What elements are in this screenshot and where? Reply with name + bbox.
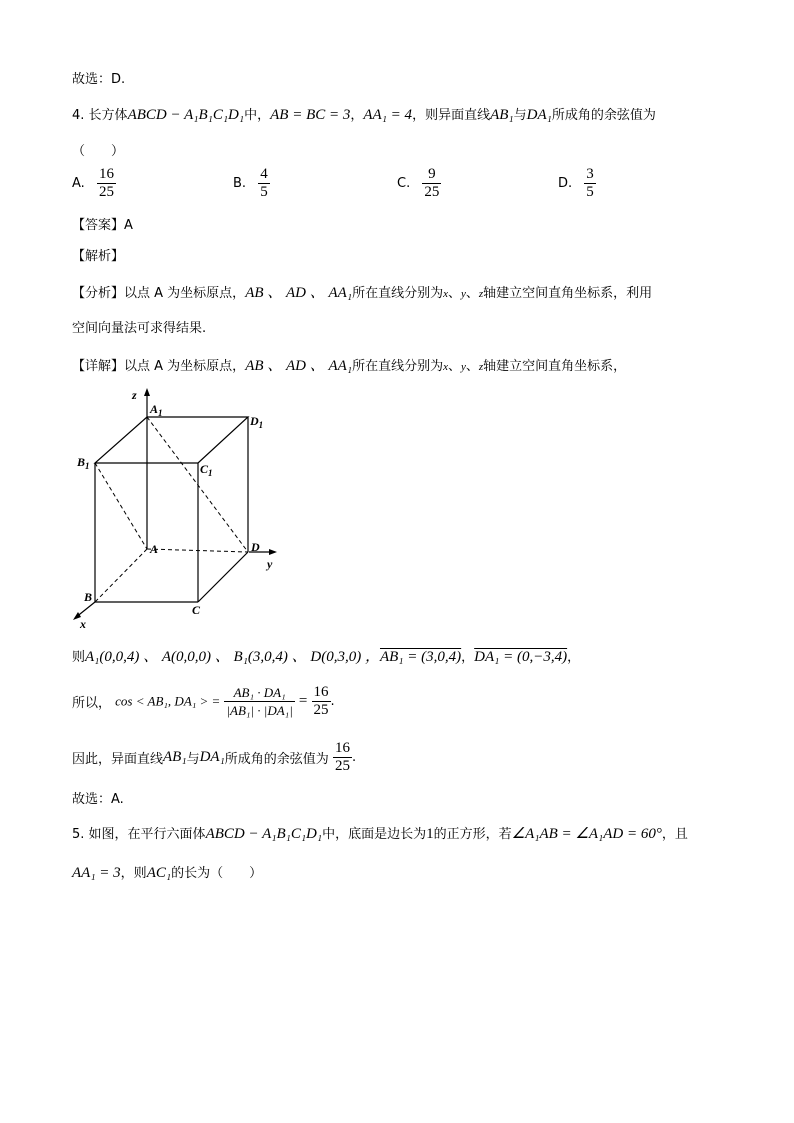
diag-ab1 (95, 463, 147, 549)
cube-figure (70, 383, 290, 633)
solid-name: ABCD − A₁B₁C₁D₁ (127, 107, 245, 123)
answer-tag: 【答案】 (72, 218, 125, 233)
question-number: 4. (72, 108, 85, 123)
answer-value: A (124, 218, 133, 233)
fenxi-text: 轴建立空间直角坐标系，利用 (483, 286, 653, 301)
option-label: A. (72, 176, 85, 191)
stem-text: 的正方形，若 (433, 827, 512, 842)
fenxi-axes: AB 、 AD 、 AA₁ (245, 285, 353, 301)
label-b1: $B_1$ (77, 455, 90, 471)
line-ab1: AB₁ (163, 749, 187, 765)
stem-text: ，且 (661, 827, 688, 842)
label-c1: $C_1$ (200, 462, 213, 478)
condition-2: AA₁ = 4 (363, 107, 413, 123)
coords-line (72, 645, 580, 666)
analysis-tag: 【解析】 (72, 249, 125, 264)
line-da1: DA₁ (526, 107, 552, 123)
option-label: C. (397, 176, 411, 191)
option-fraction: $\frac{4}{5}$ (260, 166, 268, 200)
label-a: A (150, 542, 159, 556)
question-5-line-2 (72, 862, 262, 882)
solid-name: ABCD − A₁B₁C₁D₁ (205, 826, 323, 842)
fenxi-text: 以点 A 为坐标原点， (124, 286, 246, 301)
dun: 、 (447, 286, 461, 301)
option-fraction: $\frac{3}{5}$ (586, 166, 594, 200)
conclusion-text: 因此，异面直线 (72, 752, 164, 767)
equals: = (298, 693, 308, 709)
stem-text: ，则异面直线 (412, 108, 491, 123)
previous-answer: 故选：D. (72, 72, 126, 87)
vector-da1: DA₁ = (0,−3,4) (474, 649, 568, 665)
option-label: B. (233, 176, 247, 191)
label-b: B (84, 590, 93, 604)
angle-condition: ∠A₁AB = ∠A₁AD = 60° (511, 826, 662, 842)
question-4-stem (72, 104, 656, 124)
coords-values: A₁(0,0,4) 、 A(0,0,0) 、 B₁(3,0,4) 、 D(0,3,0) ， (85, 649, 380, 665)
vector-ab1: AB₁ = (3,0,4) (379, 649, 462, 665)
cos-result: $\frac{16}{25}$ (313, 684, 329, 718)
line-da1: DA₁ (199, 749, 225, 765)
coords-prefix: 则 (72, 650, 86, 665)
stem-text: 与 (513, 108, 527, 123)
length-condition: AA₁ = 3 (72, 865, 121, 881)
answer-paren: （ ） (72, 144, 125, 159)
period: . (330, 694, 335, 709)
question-number: 5. (72, 827, 85, 842)
fenxi-tag: 【分析】 (72, 286, 125, 301)
axis-z: z (478, 288, 484, 300)
edge-ab-hidden (95, 549, 147, 602)
label-x: x (80, 617, 86, 631)
conclusion-fraction: $\frac{16}{25}$ (334, 740, 350, 774)
option-a[interactable] (72, 166, 116, 201)
answer-line (72, 214, 133, 233)
period: . (351, 750, 357, 765)
condition-1: AB = BC = 3 (270, 107, 351, 123)
y-arrow (269, 549, 277, 555)
label-d1: $D_1$ (250, 414, 264, 430)
option-c[interactable] (397, 166, 441, 201)
dun: 、 (465, 286, 479, 301)
dun: 、 (447, 359, 461, 374)
xiangjie-text: 轴建立空间直角坐标系， (483, 359, 627, 374)
stem-text: 的长为（ ） (171, 866, 263, 881)
cos-lhs: cos < AB₁, DA₁ > = (115, 693, 221, 709)
label-z: z (132, 388, 137, 402)
xiangjie-text: 以点 A 为坐标原点， (124, 359, 246, 374)
final-answer: 故选：A. (72, 792, 124, 807)
cos-line (72, 684, 335, 719)
stem-text: ，则 (120, 866, 147, 881)
stem-text: 长方体 (88, 108, 128, 123)
conclusion-text: 所成角的余弦值为 (224, 752, 329, 767)
fenxi-line-2: 空间向量法可求得结果. (72, 321, 207, 336)
cos-fraction: $\frac{\text{AB₁ · DA₁}}{\text{|AB₁| · |DA₁|}}$ (226, 685, 293, 718)
xiangjie-tag: 【详解】 (72, 359, 125, 374)
conclusion-text: 与 (186, 752, 200, 767)
option-fraction: $\frac{9}{25}$ (424, 166, 440, 200)
separator: ， (567, 650, 581, 665)
stem-text: 所成角的余弦值为 (551, 108, 656, 123)
label-c: C (192, 603, 201, 617)
line-ab1: AB₁ (490, 107, 514, 123)
label-y: y (267, 557, 273, 571)
target-segment: AC₁ (146, 865, 172, 881)
fenxi-line (72, 281, 652, 302)
option-b[interactable] (233, 166, 270, 201)
dun: 、 (465, 359, 479, 374)
separator: ， (461, 650, 475, 665)
axis-x: x (443, 361, 448, 373)
option-label: D. (558, 176, 573, 191)
top-face (95, 417, 248, 463)
option-fraction: $\frac{16}{25}$ (98, 166, 114, 200)
xiangjie-text: 所在直线分别为 (352, 359, 444, 374)
axis-x: x (443, 288, 448, 300)
stem-text: 中， (244, 108, 271, 123)
label-d: D (251, 540, 260, 554)
suoyi: 所以， (72, 696, 112, 711)
option-d[interactable] (558, 166, 596, 201)
conclusion-line (72, 740, 356, 775)
stem-text: 如图，在平行六面体 (88, 827, 206, 842)
z-arrow (144, 388, 150, 396)
axis-y: y (460, 361, 466, 373)
question-5-stem (72, 823, 688, 843)
axis-z: z (478, 361, 484, 373)
xiangjie-line (72, 354, 626, 375)
stem-text: 中，底面是边长为 (322, 827, 427, 842)
fenxi-text: 所在直线分别为 (352, 286, 444, 301)
separator: ， (350, 108, 364, 123)
side-length: 1 (426, 826, 434, 842)
axis-y: y (460, 288, 466, 300)
label-a1: $A_1$ (150, 402, 163, 418)
xiangjie-axes: AB 、 AD 、 AA₁ (245, 358, 353, 374)
edge-cd (198, 552, 248, 602)
